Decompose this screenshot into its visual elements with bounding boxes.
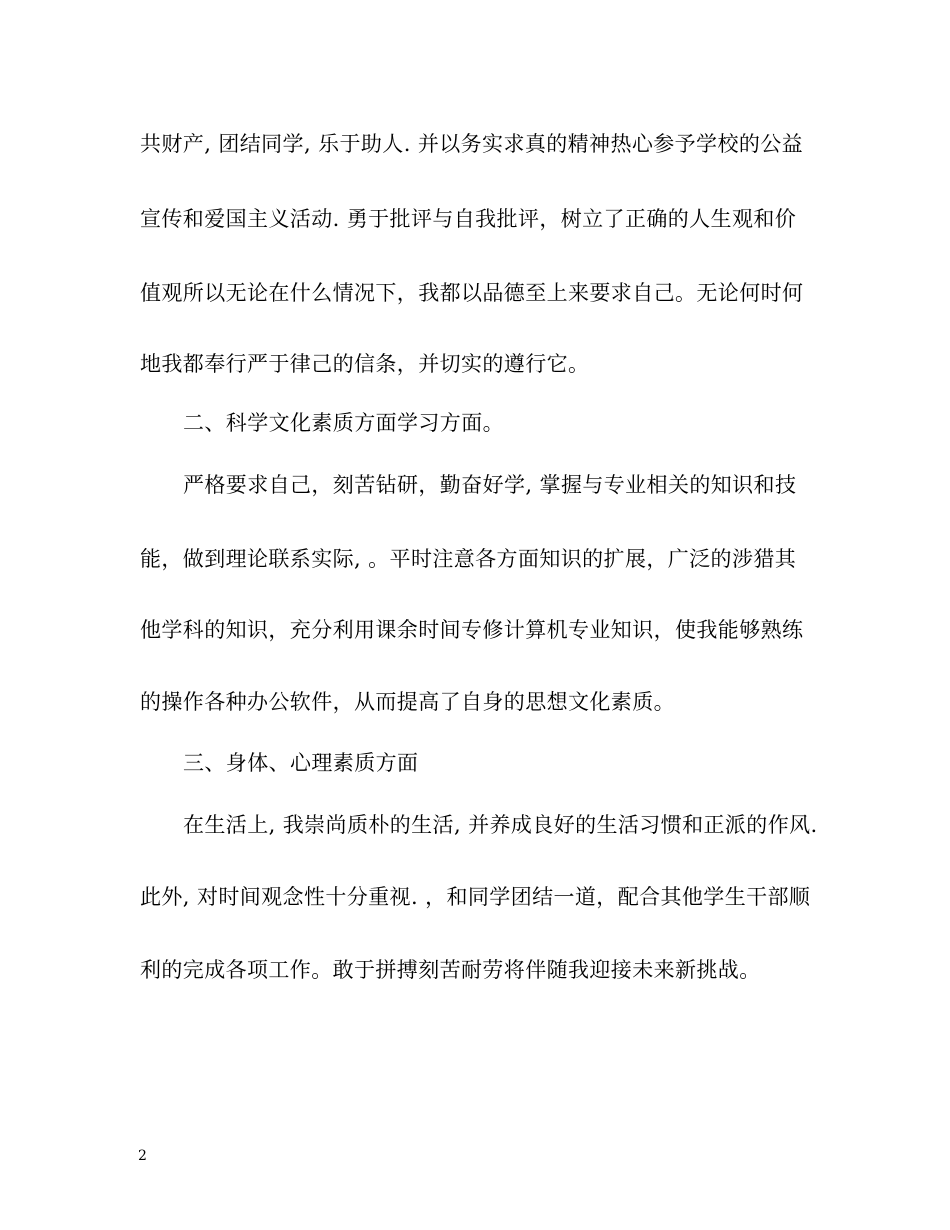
body-text-line: 此外, 对时间观念性十分重视. ，和同学团结一道，配合其他学生干部顺 [140, 885, 811, 909]
body-text-line: 能，做到理论联系实际, 。平时注意各方面知识的扩展，广泛的涉猎其 [140, 547, 797, 571]
page-number: 2 [138, 1148, 147, 1164]
section-heading: 三、身体、心理素质方面 [183, 751, 419, 775]
body-text-line: 的操作各种办公软件，从而提高了自身的思想文化素质。 [140, 690, 675, 714]
section-heading: 二、科学文化素质方面学习方面。 [183, 411, 504, 435]
body-text-line: 共财产, 团结同学, 乐于助人. 并以务实求真的精神热心参予学校的公益 [140, 132, 804, 156]
body-text-line: 地我都奉行严于律己的信条，并切实的遵行它。 [140, 352, 590, 376]
body-text-line: 他学科的知识，充分利用课余时间专修计算机专业知识，使我能够熟练 [140, 618, 804, 642]
body-text-line: 宣传和爱国主义活动. 勇于批评与自我批评，树立了正确的人生观和价 [140, 207, 797, 231]
body-text-line: 值观所以无论在什么情况下，我都以品德至上来要求自己。无论何时何 [140, 281, 804, 305]
body-text-line: 利的完成各项工作。敢于拼搏刻苦耐劳将伴随我迎接未来新挑战。 [140, 958, 761, 982]
body-text-line: 严格要求自己，刻苦钻研，勤奋好学, 掌握与专业相关的知识和技 [183, 473, 797, 497]
body-text-line: 在生活上, 我崇尚质朴的生活, 并养成良好的生活习惯和正派的作风. [183, 813, 818, 837]
